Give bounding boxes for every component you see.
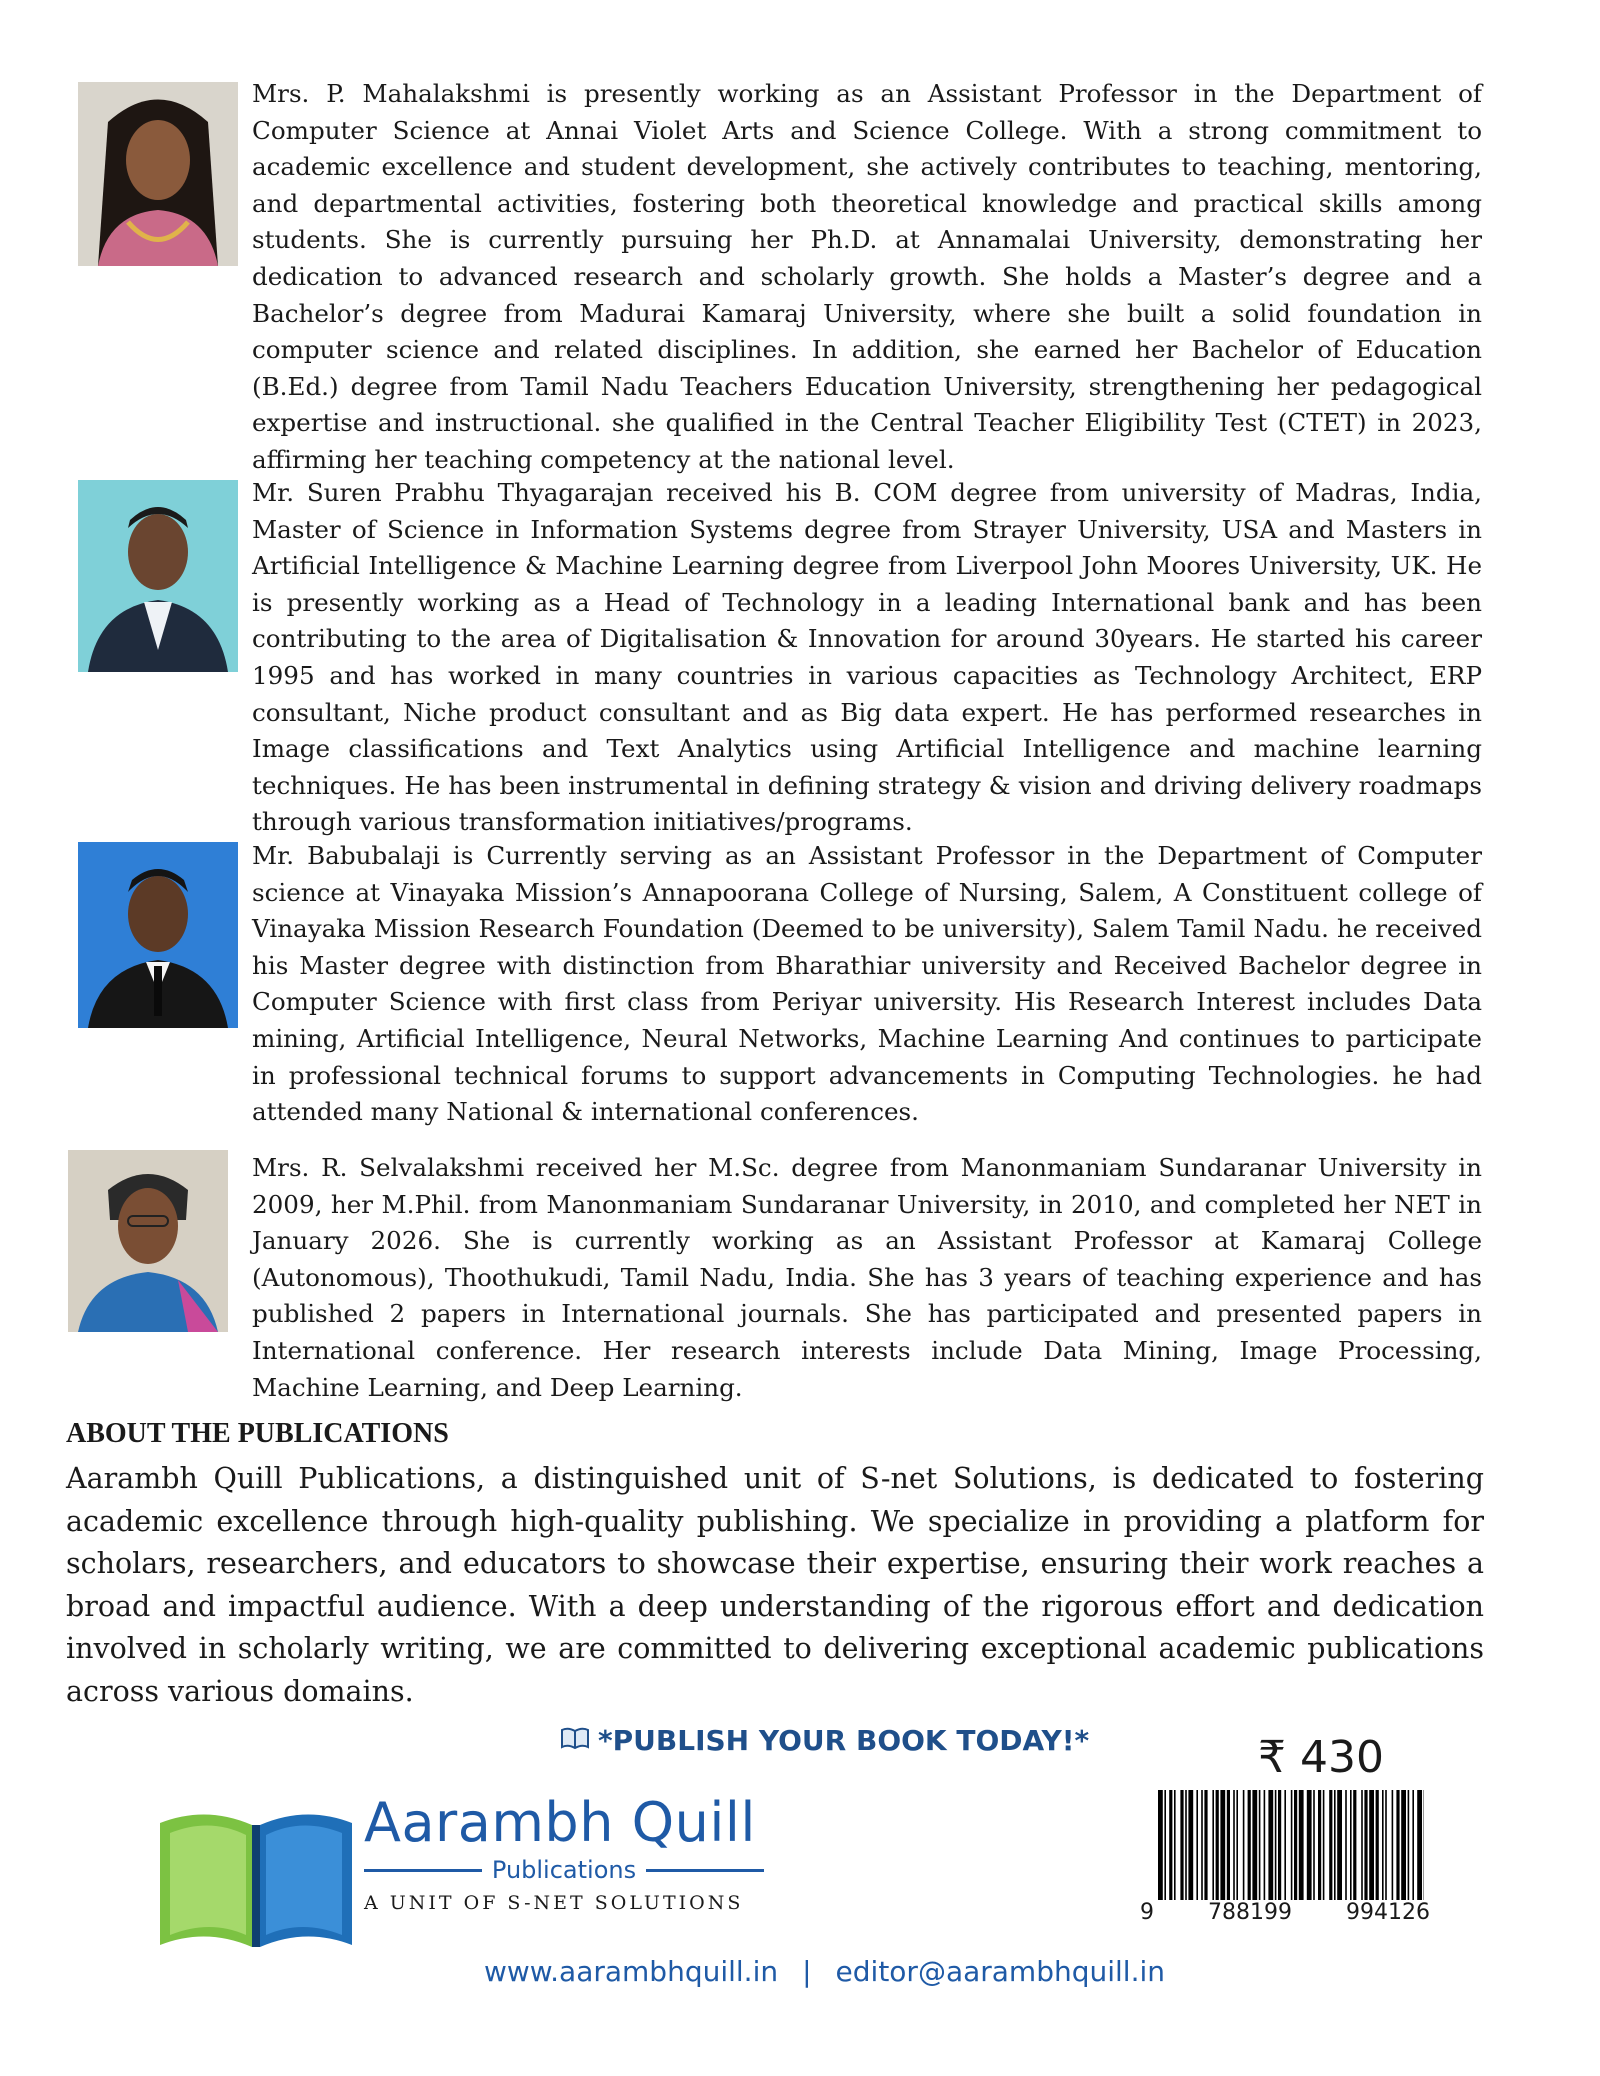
barcode-bar bbox=[1196, 1790, 1198, 1900]
barcode-bar bbox=[1345, 1790, 1347, 1900]
barcode-bar bbox=[1243, 1790, 1245, 1900]
barcode-bar bbox=[1350, 1790, 1352, 1900]
barcode-bar bbox=[1227, 1790, 1230, 1900]
author-photo-selvalakshmi bbox=[68, 1150, 228, 1332]
barcode-bar bbox=[1353, 1790, 1356, 1900]
isbn-number bbox=[1140, 1900, 1430, 1925]
author-bio-selvalakshmi: Mrs. R. Selvalakshmi received her M.Sc. degree from Manonmaniam Sundaranar University in 2009, her M.Phil. from Manonmaniam Sundaranar University, in 2010, and completed her NET in January 2026. She is currently working as an Assistant Professor at Kamaraj College (Autonomous), Thoothukudi, Tamil Nadu, India. She has 3 years of teaching experience and has published 2 papers in International journals. She has participated and presented papers in International conference. Her research interests include Data Mining, Image Processing, Machine Learning, and Deep Learning. bbox=[252, 1153, 1482, 1402]
author-bio-suren-prabhu: Mr. Suren Prabhu Thyagarajan received his B. COM degree from university of Madras, India, Master of Science in Information Systems degree from Strayer University, USA and Masters in Artificial Intelligence & Machine Learning degree from Liverpool John Moores University, UK. He is presently working as a Head of Technology in a leading International bank and has been contributing to the area of Digitalisation & Innovation for around 30years. He started his career 1995 and has worked in many countries in various capacities as Technology Architect, ERP consultant, Niche product consultant and as Big data expert. He has performed researches in Image classifications and Text Analytics using Artificial Intelligence and machine learning techniques. He has been instrumental in defining strategy & vision and driving delivery roadmaps through various transformation initiatives/programs. bbox=[252, 478, 1482, 837]
barcode-bar bbox=[1337, 1790, 1342, 1900]
brand-subtitle: Publications bbox=[491, 1856, 637, 1885]
open-book-logo-icon bbox=[156, 1795, 356, 1955]
barcode-bar bbox=[1364, 1790, 1367, 1900]
email-link[interactable]: editor@aarambhquill.in bbox=[835, 1955, 1166, 1988]
isbn-group-1: 788199 bbox=[1208, 1900, 1292, 1925]
barcode-bar bbox=[1385, 1790, 1387, 1900]
barcode-bar bbox=[1259, 1790, 1261, 1900]
publish-cta-text: *PUBLISH YOUR BOOK TODAY!* bbox=[598, 1724, 1090, 1757]
barcode-bar bbox=[1408, 1790, 1410, 1900]
website-link[interactable]: www.aarambhquill.in bbox=[484, 1955, 779, 1988]
isbn-barcode bbox=[1158, 1790, 1424, 1900]
barcode-bar bbox=[1188, 1790, 1193, 1900]
publisher-brand bbox=[364, 1792, 764, 1914]
barcode-bar bbox=[1275, 1790, 1277, 1900]
barcode-bar bbox=[1382, 1790, 1384, 1900]
barcode-bar bbox=[1376, 1790, 1379, 1900]
author-photo-mahalakshmi bbox=[78, 82, 238, 266]
barcode-bar bbox=[1248, 1790, 1251, 1900]
barcode-bar bbox=[1236, 1790, 1238, 1900]
barcode-bar bbox=[1313, 1790, 1315, 1900]
author-bio-babubalaji: Mr. Babubalaji is Currently serving as an Assistant Professor in the Department of Computer science at Vinayaka Mission’s Annapoorana College of Nursing, Salem, A Constituent college of Vinayaka Mission Research Foundation (Deemed to be university), Salem Tamil Nadu. he received his Master degree with distinction from Bharathiar university and Received Bachelor degree in Computer Science with first class from Periyar university. His Research Interest includes Data mining, Artificial Intelligence, Neural Networks, Machine Learning And continues to participate in professional technical forums to support advancements in Computing Technologies. he had attended many National & international conferences. bbox=[252, 841, 1482, 1127]
barcode-bar bbox=[1252, 1790, 1257, 1900]
barcode-bar bbox=[1334, 1790, 1336, 1900]
barcode-bar bbox=[1392, 1790, 1394, 1900]
brand-divider-right bbox=[646, 1869, 764, 1872]
barcode-bar bbox=[1284, 1790, 1286, 1900]
barcode-bar bbox=[1169, 1790, 1172, 1900]
barcode-bar bbox=[1158, 1790, 1163, 1900]
barcode-bar bbox=[1212, 1790, 1214, 1900]
barcode-bar bbox=[1396, 1790, 1399, 1900]
barcode-bar bbox=[1180, 1790, 1183, 1900]
barcode-bar bbox=[1291, 1790, 1293, 1900]
barcode-bar bbox=[1278, 1790, 1281, 1900]
barcode-bar bbox=[1201, 1790, 1203, 1900]
contact-line bbox=[484, 1955, 1165, 1988]
barcode-bar bbox=[1216, 1790, 1219, 1900]
author-photo-babubalaji bbox=[78, 842, 238, 1028]
about-text: Aarambh Quill Publications, a distinguished unit of S-net Solutions, is dedicated to fostering academic excellence through high-quality publishing. We specialize in providing a platform for scholars, researchers, and educators to showcase their expertise, ensuring their work reaches a broad and impactful audience. With a deep understanding of the rigorous effort and dedication involved in scholarly writing, we are committed to delivering exceptional academic publications across various domains. bbox=[66, 1462, 1484, 1708]
barcode-bar bbox=[1417, 1790, 1422, 1900]
barcode-bar bbox=[1401, 1790, 1406, 1900]
open-book-icon bbox=[560, 1724, 590, 1757]
barcode-bar bbox=[1220, 1790, 1225, 1900]
barcode-bar bbox=[1264, 1790, 1266, 1900]
brand-unit: A UNIT OF S-NET SOLUTIONS bbox=[364, 1892, 744, 1915]
barcode-bar bbox=[1204, 1790, 1207, 1900]
barcode-bar bbox=[1323, 1790, 1325, 1900]
barcode-bar bbox=[1369, 1790, 1374, 1900]
barcode-bar bbox=[1299, 1790, 1304, 1900]
brand-subtitle-row bbox=[364, 1856, 764, 1884]
brand-divider-left bbox=[364, 1869, 482, 1872]
isbn-prefix: 9 bbox=[1140, 1900, 1154, 1925]
brand-name: Aarambh Quill bbox=[364, 1791, 756, 1854]
barcode-bar bbox=[1233, 1790, 1235, 1900]
barcode-bar bbox=[1164, 1790, 1166, 1900]
contact-separator: | bbox=[802, 1955, 812, 1988]
publish-cta bbox=[560, 1724, 1089, 1757]
barcode-bar bbox=[1307, 1790, 1312, 1900]
barcode-bar bbox=[1361, 1790, 1363, 1900]
about-heading: ABOUT THE PUBLICATIONS bbox=[66, 1418, 449, 1449]
barcode-bar bbox=[1185, 1790, 1187, 1900]
isbn-group-2: 994126 bbox=[1346, 1900, 1430, 1925]
barcode-bar bbox=[1268, 1790, 1273, 1900]
barcode-bar bbox=[1294, 1790, 1297, 1900]
price-label: ₹ 430 bbox=[1258, 1732, 1384, 1783]
barcode-bar bbox=[1412, 1790, 1414, 1900]
author-bio-mahalakshmi: Mrs. P. Mahalakshmi is presently working as an Assistant Professor in the Department of Computer Science at Annai Violet Arts and Science College. With a strong commitment to academic excellence and student development, she actively contributes to teaching, mentoring, and departmental activities, fostering both theoretical knowledge and practical skills among students. She is currently pursuing her Ph.D. at Annamalai University, demonstrating her dedication to advanced research and scholarly growth. She holds a Master’s degree and a Bachelor’s degree from Madurai Kamaraj University, where she built a solid foundation in computer science and related disciplines. In addition, she earned her Bachelor of Education (B.Ed.) degree from Tamil Nadu Teachers Education University, strengthening her pedagogical expertise and instructional. she qualified in the Central Teacher Eligibility Test (CTET) in 2023, affirming her teaching competency at the national level. bbox=[252, 79, 1482, 474]
barcode-bar bbox=[1329, 1790, 1332, 1900]
barcode-bar bbox=[1174, 1790, 1176, 1900]
barcode-bar bbox=[1318, 1790, 1321, 1900]
author-photo-suren-prabhu bbox=[78, 480, 238, 672]
